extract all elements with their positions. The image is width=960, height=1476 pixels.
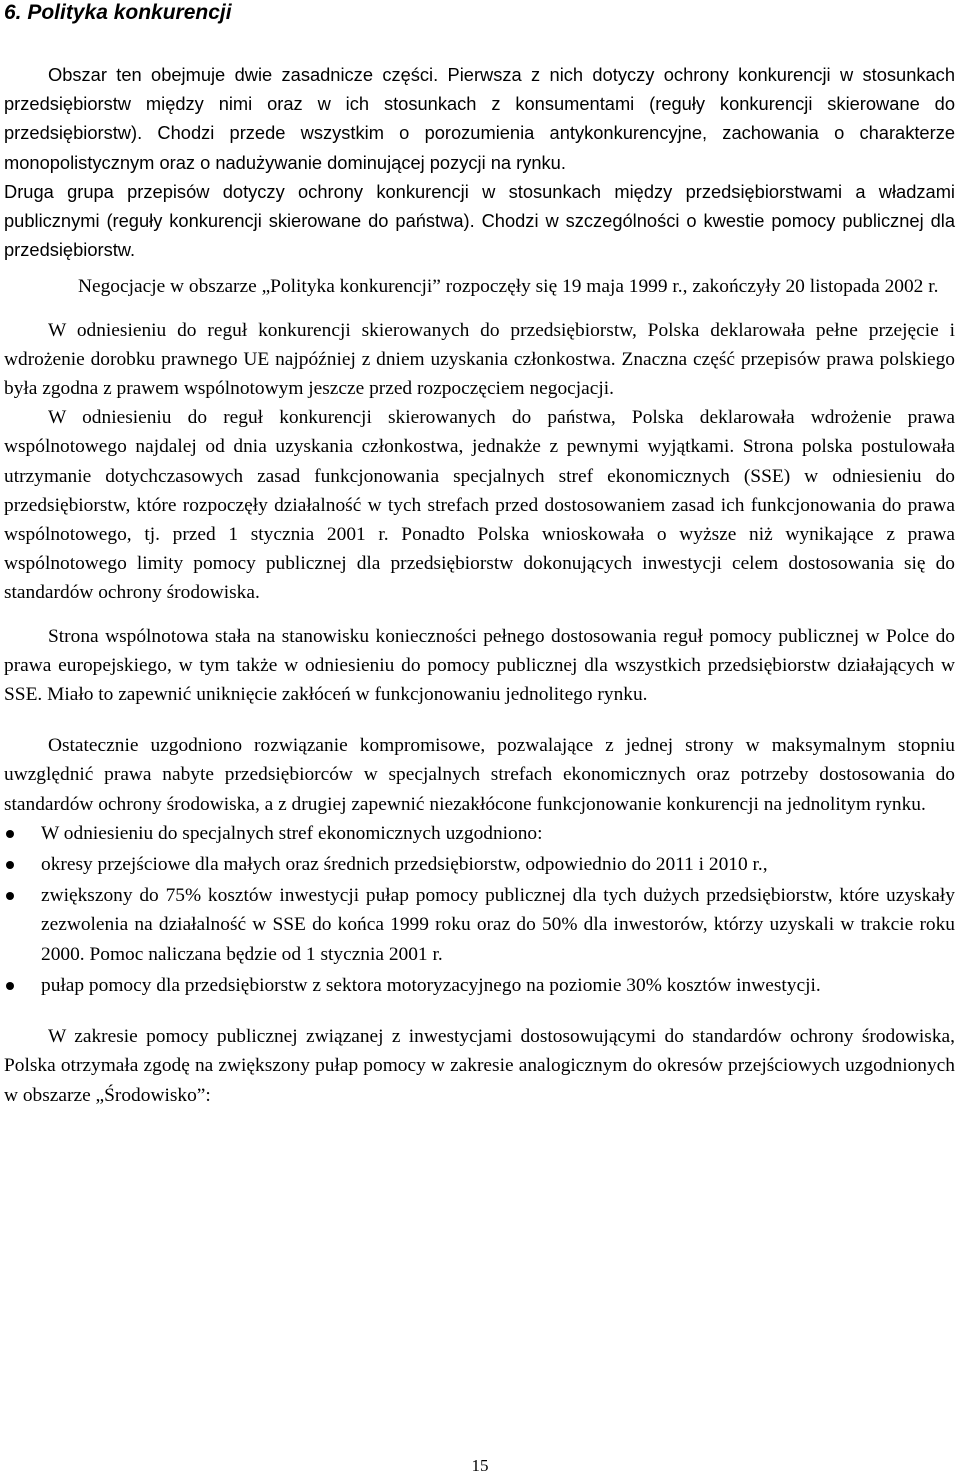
intro-paragraph-2: Druga grupa przepisów dotyczy ochrony konkurencji w stosunkach między przedsiębiorstwami a władzami publicznymi (reguły konkurencji skierowane do państwa). Chodzi w szczególności o kwestie pomocy publicznej dla przedsiębiorstw. <box>4 180 955 261</box>
negotiations-paragraph: Negocjacje w obszarze „Polityka konkurencji” rozpoczęły się 19 maja 1999 r., zakończyły 20 listopada 2002 r. <box>78 276 939 298</box>
list-item: zwiększony do 75% kosztów inwestycji pułap pomocy publicznej dla tych dużych przedsiębiorstw, które uzyskały zezwolenia na działalność w SSE do końca 1999 roku oraz do 50% dla inwestorów, którzy uzyskali w trakcie roku 2000. Pomoc naliczana będzie od 1 stycznia 2001 r. <box>4 881 955 969</box>
community-position-paragraph: Strona wspólnotowa stała na stanowisku konieczności pełnego dostosowania reguł pomocy publicznej w Polce do prawa europejskiego, w tym także w odniesieniu do pomocy publicznej dla wszystkich przedsiębiorstw działających w SSE. Miało to zapewnić uniknięcie zakłóceń w funkcjonowaniu jednolitego rynku. <box>4 625 955 706</box>
list-item: pułap pomocy dla przedsiębiorstw z sektora motoryzacyjnego na poziomie 30% kosztów inwestycji. <box>4 971 955 1000</box>
compromise-paragraph: Ostatecznie uzgodniono rozwiązanie kompromisowe, pozwalające z jednej strony w maksymalnym stopniu uwzględnić prawa nabyte przedsiębiorców w specjalnych strefach ekonomicznych oraz potrzeby dostosowania do standardów ochrony środowiska, a z drugiej zapewnić niezakłócone funkcjonowanie konkurencji na jednolitym rynku. <box>4 735 955 815</box>
bullet-icon <box>6 982 14 990</box>
bullet-icon <box>6 830 14 838</box>
section-heading: 6. Polityka konkurencji <box>4 1 232 24</box>
environment-paragraph: W zakresie pomocy publicznej związanej z inwestycjami dostosowującymi do standardów ochrony środowiska, Polska otrzymała zgodę na zwiększony pułap pomocy w zakresie analogicznym do okresów przejściowych uzgodnionych w obszarze „Środowisko”: <box>4 1026 955 1106</box>
state-rules-paragraph: W odniesieniu do reguł konkurencji skierowanych do państwa, Polska deklarowała wdrożenie prawa wspólnotowego najdalej od dnia uzyskania członkostwa, jednakże z pewnymi wyjątkami. Strona polska postulowała utrzymanie dotychczasowych zasad funkcjonowania specjalnych stref ekonomicznych (SSE) w odniesieniu do przedsiębiorstw, które rozpoczęły działalność w tych strefach przed dostosowaniem zasad ich funkcjonowania do prawa wspólnotowego, tj. przed 1 stycznia 2001 r. Ponadto Polska wnioskowała o wyższe niż wynikające z prawa wspólnotowego limity pomocy publicznej dla przedsiębiorstw dokonujących inwestycji celem dostosowania się do standardów ochrony środowiska. <box>4 407 955 604</box>
enterprise-rules-paragraph: W odniesieniu do reguł konkurencji skierowanych do przedsiębiorstw, Polska deklarowała pełne przejęcie i wdrożenie dorobku prawnego UE najpóźniej z dniem uzyskania członkostwa. Znaczna część przepisów prawa polskiego była zgodna z prawem wspólnotowym jeszcze przed rozpoczęciem negocjacji. <box>4 319 955 400</box>
bullet-icon <box>6 861 14 869</box>
intro-paragraph-1: Obszar ten obejmuje dwie zasadnicze części. Pierwsza z nich dotyczy ochrony konkurencji w stosunkach przedsiębiorstw między nimi oraz w ich stosunkach z konsumentami (reguły konkurencji skierowane do przedsiębiorstw). Chodzi przede wszystkim o porozumienia antykonkurencyjne, zachowania o charakterze monopolistycznym oraz o nadużywanie dominującej pozycji na rynku. <box>4 64 955 173</box>
page-number: 15 <box>471 1456 489 1475</box>
sse-agreement-list <box>4 819 955 1000</box>
document-page <box>4 0 955 1110</box>
list-item: W odniesieniu do specjalnych stref ekonomicznych uzgodniono: <box>4 819 955 848</box>
bullet-icon <box>6 892 14 900</box>
list-item: okresy przejściowe dla małych oraz średnich przedsiębiorstw, odpowiednio do 2011 i 2010 r., <box>4 850 955 879</box>
